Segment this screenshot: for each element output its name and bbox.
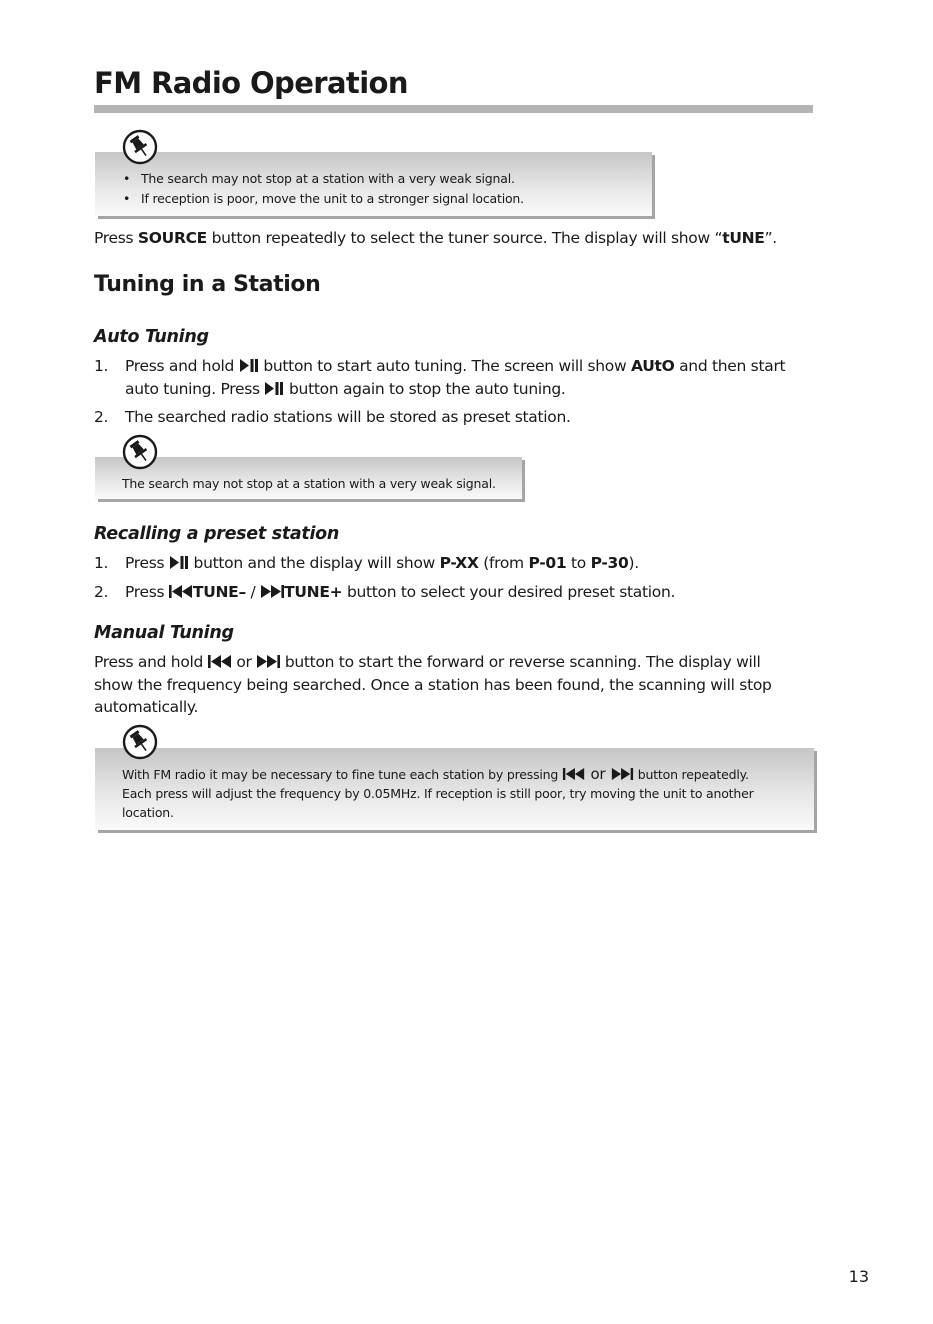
note-3-text: With FM radio it may be necessary to fine tune each station by pressing or button repeatedly. Each press will adjust the frequency by 0.05MHz. If reception is still poor, try moving the unit to another location. [122,765,754,820]
page-title: FM Radio Operation [94,66,408,100]
next-track-icon [256,655,280,668]
previous-track-icon [169,585,193,598]
pin-icon [122,129,158,165]
section-heading-tuning: Tuning in a Station [94,272,321,297]
previous-track-icon [562,768,586,780]
subheading-auto-tuning: Auto Tuning [94,327,209,347]
manual-paragraph: Press and hold or button to start the forward or reverse scanning. The display will show the frequency being searched. Once a station has been found, the scanning will stop automatically. [94,653,772,716]
intro-paragraph: Press SOURCE button repeatedly to select the tuner source. The display will show “tUNE”. [94,229,777,247]
auto-display-label: AUtO [630,357,675,375]
previous-track-icon [208,655,232,668]
play-pause-icon [239,359,259,372]
page-number: 13 [848,1267,869,1286]
source-label: SOURCE [137,229,207,247]
list-item: 1. Press and hold button to start auto tuning. The screen will show AUtO and then start auto tuning. Press button again to stop the auto tuning. [94,357,786,398]
note-2-text: The search may not stop at a station with a very weak signal. [122,476,496,491]
play-pause-icon [264,382,284,395]
list-item: 1. Press button and the display will show P-XX (from P-01 to P-30). [94,554,639,572]
pin-icon [122,724,158,760]
subheading-manual-tuning: Manual Tuning [94,623,234,643]
note-1-bullet: • The search may not stop at a station with a very weak signal. [123,169,643,189]
next-track-icon [610,768,634,780]
list-item: 2. The searched radio stations will be stored as preset station. [94,408,571,426]
pin-icon [122,434,158,470]
tune-display-label: tUNE [722,229,765,247]
note-1-bullet: • If reception is poor, move the unit to a stronger signal location. [123,189,643,209]
play-pause-icon [169,556,189,569]
list-item: 2. Press TUNE– / TUNE+ button to select your desired preset station. [94,583,676,601]
note-1-text [123,169,643,209]
next-track-icon [260,585,284,598]
title-underline [94,105,813,113]
subheading-recalling: Recalling a preset station [94,524,340,544]
